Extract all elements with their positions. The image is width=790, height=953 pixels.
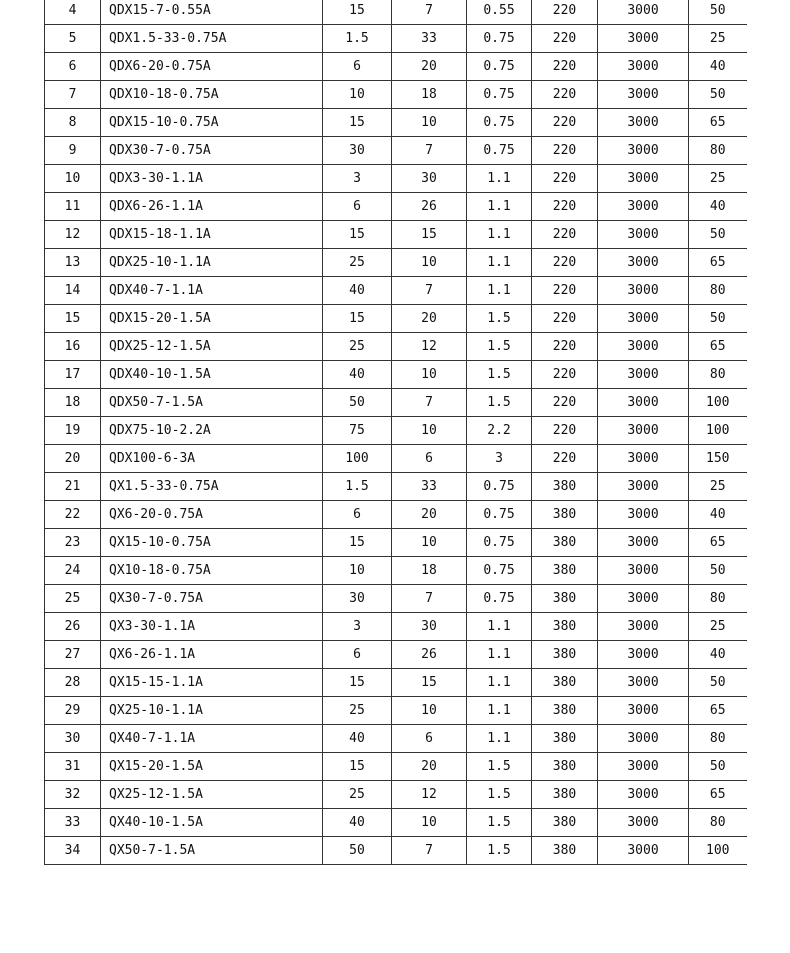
model-cell: QDX30-7-0.75A <box>101 137 323 165</box>
row-index-cell: 12 <box>45 221 101 249</box>
head-cell: 20 <box>392 305 467 333</box>
row-index-cell: 30 <box>45 725 101 753</box>
pipe-diameter-cell: 40 <box>689 641 747 669</box>
head-cell: 30 <box>392 165 467 193</box>
speed-cell: 3000 <box>598 697 689 725</box>
voltage-cell: 220 <box>532 221 598 249</box>
speed-cell: 3000 <box>598 529 689 557</box>
row-index-cell: 4 <box>45 0 101 25</box>
head-cell: 30 <box>392 613 467 641</box>
speed-cell: 3000 <box>598 753 689 781</box>
power-cell: 0.75 <box>467 81 532 109</box>
row-index-cell: 24 <box>45 557 101 585</box>
flow-cell: 30 <box>323 585 392 613</box>
table-row <box>45 165 747 193</box>
model-cell: QDX6-20-0.75A <box>101 53 323 81</box>
flow-cell: 15 <box>323 669 392 697</box>
voltage-cell: 380 <box>532 529 598 557</box>
head-cell: 10 <box>392 417 467 445</box>
flow-cell: 10 <box>323 81 392 109</box>
row-index-cell: 14 <box>45 277 101 305</box>
model-cell: QX50-7-1.5A <box>101 837 323 865</box>
model-cell: QDX75-10-2.2A <box>101 417 323 445</box>
row-index-cell: 18 <box>45 389 101 417</box>
voltage-cell: 380 <box>532 557 598 585</box>
model-cell: QDX15-7-0.55A <box>101 0 323 25</box>
pipe-diameter-cell: 50 <box>689 669 747 697</box>
power-cell: 0.75 <box>467 109 532 137</box>
model-cell: QDX10-18-0.75A <box>101 81 323 109</box>
row-index-cell: 17 <box>45 361 101 389</box>
flow-cell: 25 <box>323 697 392 725</box>
voltage-cell: 220 <box>532 417 598 445</box>
flow-cell: 40 <box>323 725 392 753</box>
pipe-diameter-cell: 65 <box>689 249 747 277</box>
model-cell: QX25-10-1.1A <box>101 697 323 725</box>
pipe-diameter-cell: 65 <box>689 333 747 361</box>
speed-cell: 3000 <box>598 473 689 501</box>
pipe-diameter-cell: 50 <box>689 557 747 585</box>
table-row <box>45 529 747 557</box>
head-cell: 10 <box>392 361 467 389</box>
voltage-cell: 220 <box>532 249 598 277</box>
speed-cell: 3000 <box>598 165 689 193</box>
pump-spec-table-body <box>45 0 747 865</box>
flow-cell: 3 <box>323 165 392 193</box>
voltage-cell: 220 <box>532 81 598 109</box>
pipe-diameter-cell: 80 <box>689 725 747 753</box>
power-cell: 3 <box>467 445 532 473</box>
flow-cell: 15 <box>323 109 392 137</box>
power-cell: 1.1 <box>467 697 532 725</box>
head-cell: 15 <box>392 669 467 697</box>
row-index-cell: 27 <box>45 641 101 669</box>
voltage-cell: 220 <box>532 333 598 361</box>
speed-cell: 3000 <box>598 333 689 361</box>
speed-cell: 3000 <box>598 585 689 613</box>
speed-cell: 3000 <box>598 809 689 837</box>
table-row <box>45 0 747 25</box>
model-cell: QDX15-20-1.5A <box>101 305 323 333</box>
pipe-diameter-cell: 80 <box>689 361 747 389</box>
row-index-cell: 22 <box>45 501 101 529</box>
model-cell: QX40-10-1.5A <box>101 809 323 837</box>
voltage-cell: 380 <box>532 613 598 641</box>
row-index-cell: 8 <box>45 109 101 137</box>
table-row <box>45 277 747 305</box>
model-cell: QX25-12-1.5A <box>101 781 323 809</box>
flow-cell: 6 <box>323 641 392 669</box>
speed-cell: 3000 <box>598 669 689 697</box>
model-cell: QDX25-12-1.5A <box>101 333 323 361</box>
voltage-cell: 380 <box>532 781 598 809</box>
speed-cell: 3000 <box>598 781 689 809</box>
pipe-diameter-cell: 150 <box>689 445 747 473</box>
power-cell: 1.1 <box>467 613 532 641</box>
power-cell: 2.2 <box>467 417 532 445</box>
head-cell: 6 <box>392 445 467 473</box>
table-row <box>45 613 747 641</box>
voltage-cell: 380 <box>532 473 598 501</box>
table-row <box>45 669 747 697</box>
flow-cell: 25 <box>323 249 392 277</box>
table-row <box>45 53 747 81</box>
pipe-diameter-cell: 25 <box>689 25 747 53</box>
power-cell: 1.1 <box>467 249 532 277</box>
table-row <box>45 389 747 417</box>
speed-cell: 3000 <box>598 81 689 109</box>
table-row <box>45 137 747 165</box>
head-cell: 20 <box>392 753 467 781</box>
table-row <box>45 557 747 585</box>
power-cell: 0.75 <box>467 25 532 53</box>
voltage-cell: 380 <box>532 725 598 753</box>
voltage-cell: 380 <box>532 585 598 613</box>
row-index-cell: 16 <box>45 333 101 361</box>
pipe-diameter-cell: 50 <box>689 753 747 781</box>
speed-cell: 3000 <box>598 501 689 529</box>
power-cell: 1.5 <box>467 781 532 809</box>
voltage-cell: 380 <box>532 669 598 697</box>
power-cell: 1.5 <box>467 837 532 865</box>
voltage-cell: 380 <box>532 809 598 837</box>
table-row <box>45 725 747 753</box>
model-cell: QDX1.5-33-0.75A <box>101 25 323 53</box>
table-row <box>45 445 747 473</box>
head-cell: 6 <box>392 725 467 753</box>
row-index-cell: 26 <box>45 613 101 641</box>
head-cell: 26 <box>392 193 467 221</box>
head-cell: 10 <box>392 249 467 277</box>
voltage-cell: 220 <box>532 361 598 389</box>
flow-cell: 6 <box>323 193 392 221</box>
voltage-cell: 380 <box>532 837 598 865</box>
row-index-cell: 32 <box>45 781 101 809</box>
speed-cell: 3000 <box>598 221 689 249</box>
table-row <box>45 81 747 109</box>
pipe-diameter-cell: 65 <box>689 109 747 137</box>
head-cell: 7 <box>392 837 467 865</box>
power-cell: 1.5 <box>467 809 532 837</box>
power-cell: 1.5 <box>467 305 532 333</box>
power-cell: 1.1 <box>467 669 532 697</box>
speed-cell: 3000 <box>598 25 689 53</box>
power-cell: 1.1 <box>467 277 532 305</box>
flow-cell: 15 <box>323 0 392 25</box>
pipe-diameter-cell: 25 <box>689 613 747 641</box>
speed-cell: 3000 <box>598 53 689 81</box>
power-cell: 1.1 <box>467 221 532 249</box>
head-cell: 20 <box>392 501 467 529</box>
power-cell: 0.75 <box>467 585 532 613</box>
pipe-diameter-cell: 50 <box>689 305 747 333</box>
flow-cell: 15 <box>323 753 392 781</box>
speed-cell: 3000 <box>598 641 689 669</box>
flow-cell: 25 <box>323 333 392 361</box>
row-index-cell: 10 <box>45 165 101 193</box>
speed-cell: 3000 <box>598 445 689 473</box>
model-cell: QX1.5-33-0.75A <box>101 473 323 501</box>
pipe-diameter-cell: 80 <box>689 809 747 837</box>
pipe-diameter-cell: 65 <box>689 697 747 725</box>
pipe-diameter-cell: 50 <box>689 0 747 25</box>
head-cell: 15 <box>392 221 467 249</box>
speed-cell: 3000 <box>598 137 689 165</box>
table-row <box>45 753 747 781</box>
voltage-cell: 380 <box>532 501 598 529</box>
flow-cell: 25 <box>323 781 392 809</box>
speed-cell: 3000 <box>598 837 689 865</box>
power-cell: 0.75 <box>467 137 532 165</box>
voltage-cell: 380 <box>532 697 598 725</box>
table-row <box>45 249 747 277</box>
head-cell: 7 <box>392 277 467 305</box>
voltage-cell: 220 <box>532 445 598 473</box>
pipe-diameter-cell: 80 <box>689 585 747 613</box>
flow-cell: 15 <box>323 221 392 249</box>
speed-cell: 3000 <box>598 361 689 389</box>
head-cell: 26 <box>392 641 467 669</box>
pipe-diameter-cell: 100 <box>689 837 747 865</box>
model-cell: QDX15-10-0.75A <box>101 109 323 137</box>
table-row <box>45 781 747 809</box>
power-cell: 1.5 <box>467 333 532 361</box>
head-cell: 7 <box>392 137 467 165</box>
flow-cell: 30 <box>323 137 392 165</box>
flow-cell: 15 <box>323 529 392 557</box>
voltage-cell: 220 <box>532 109 598 137</box>
speed-cell: 3000 <box>598 613 689 641</box>
power-cell: 1.1 <box>467 725 532 753</box>
model-cell: QX6-26-1.1A <box>101 641 323 669</box>
pipe-diameter-cell: 65 <box>689 529 747 557</box>
model-cell: QX40-7-1.1A <box>101 725 323 753</box>
row-index-cell: 28 <box>45 669 101 697</box>
model-cell: QX30-7-0.75A <box>101 585 323 613</box>
flow-cell: 3 <box>323 613 392 641</box>
speed-cell: 3000 <box>598 417 689 445</box>
head-cell: 33 <box>392 473 467 501</box>
model-cell: QX15-15-1.1A <box>101 669 323 697</box>
voltage-cell: 220 <box>532 0 598 25</box>
row-index-cell: 11 <box>45 193 101 221</box>
table-row <box>45 25 747 53</box>
head-cell: 12 <box>392 781 467 809</box>
flow-cell: 15 <box>323 305 392 333</box>
pump-spec-table <box>44 0 747 865</box>
row-index-cell: 15 <box>45 305 101 333</box>
table-row <box>45 501 747 529</box>
table-row <box>45 473 747 501</box>
table-row <box>45 221 747 249</box>
speed-cell: 3000 <box>598 109 689 137</box>
table-row <box>45 809 747 837</box>
row-index-cell: 31 <box>45 753 101 781</box>
head-cell: 18 <box>392 81 467 109</box>
table-row <box>45 585 747 613</box>
row-index-cell: 5 <box>45 25 101 53</box>
power-cell: 0.75 <box>467 557 532 585</box>
pipe-diameter-cell: 40 <box>689 193 747 221</box>
row-index-cell: 13 <box>45 249 101 277</box>
speed-cell: 3000 <box>598 249 689 277</box>
power-cell: 0.75 <box>467 473 532 501</box>
head-cell: 12 <box>392 333 467 361</box>
pipe-diameter-cell: 100 <box>689 417 747 445</box>
flow-cell: 75 <box>323 417 392 445</box>
speed-cell: 3000 <box>598 305 689 333</box>
head-cell: 33 <box>392 25 467 53</box>
table-row <box>45 837 747 865</box>
flow-cell: 50 <box>323 389 392 417</box>
model-cell: QX6-20-0.75A <box>101 501 323 529</box>
model-cell: QX3-30-1.1A <box>101 613 323 641</box>
power-cell: 0.55 <box>467 0 532 25</box>
table-row <box>45 641 747 669</box>
pipe-diameter-cell: 50 <box>689 221 747 249</box>
table-row <box>45 193 747 221</box>
table-row <box>45 333 747 361</box>
row-index-cell: 23 <box>45 529 101 557</box>
head-cell: 7 <box>392 389 467 417</box>
row-index-cell: 33 <box>45 809 101 837</box>
voltage-cell: 220 <box>532 277 598 305</box>
voltage-cell: 380 <box>532 753 598 781</box>
model-cell: QX15-10-0.75A <box>101 529 323 557</box>
pipe-diameter-cell: 80 <box>689 137 747 165</box>
model-cell: QDX15-18-1.1A <box>101 221 323 249</box>
head-cell: 7 <box>392 585 467 613</box>
power-cell: 1.5 <box>467 753 532 781</box>
pipe-diameter-cell: 25 <box>689 473 747 501</box>
table-row <box>45 417 747 445</box>
voltage-cell: 220 <box>532 389 598 417</box>
table-row <box>45 697 747 725</box>
speed-cell: 3000 <box>598 725 689 753</box>
power-cell: 1.1 <box>467 193 532 221</box>
flow-cell: 40 <box>323 277 392 305</box>
head-cell: 10 <box>392 109 467 137</box>
row-index-cell: 9 <box>45 137 101 165</box>
model-cell: QDX50-7-1.5A <box>101 389 323 417</box>
power-cell: 1.1 <box>467 641 532 669</box>
model-cell: QX15-20-1.5A <box>101 753 323 781</box>
head-cell: 10 <box>392 697 467 725</box>
row-index-cell: 29 <box>45 697 101 725</box>
model-cell: QDX25-10-1.1A <box>101 249 323 277</box>
speed-cell: 3000 <box>598 277 689 305</box>
head-cell: 10 <box>392 529 467 557</box>
model-cell: QDX40-10-1.5A <box>101 361 323 389</box>
head-cell: 7 <box>392 0 467 25</box>
row-index-cell: 34 <box>45 837 101 865</box>
speed-cell: 3000 <box>598 389 689 417</box>
head-cell: 18 <box>392 557 467 585</box>
voltage-cell: 220 <box>532 193 598 221</box>
head-cell: 10 <box>392 809 467 837</box>
row-index-cell: 20 <box>45 445 101 473</box>
flow-cell: 1.5 <box>323 25 392 53</box>
pipe-diameter-cell: 65 <box>689 781 747 809</box>
table-row <box>45 361 747 389</box>
flow-cell: 6 <box>323 53 392 81</box>
model-cell: QDX100-6-3A <box>101 445 323 473</box>
flow-cell: 6 <box>323 501 392 529</box>
pipe-diameter-cell: 40 <box>689 53 747 81</box>
speed-cell: 3000 <box>598 0 689 25</box>
speed-cell: 3000 <box>598 557 689 585</box>
model-cell: QX10-18-0.75A <box>101 557 323 585</box>
pipe-diameter-cell: 80 <box>689 277 747 305</box>
row-index-cell: 19 <box>45 417 101 445</box>
voltage-cell: 220 <box>532 137 598 165</box>
power-cell: 0.75 <box>467 53 532 81</box>
voltage-cell: 380 <box>532 641 598 669</box>
power-cell: 1.5 <box>467 361 532 389</box>
voltage-cell: 220 <box>532 305 598 333</box>
row-index-cell: 6 <box>45 53 101 81</box>
flow-cell: 100 <box>323 445 392 473</box>
flow-cell: 1.5 <box>323 473 392 501</box>
pipe-diameter-cell: 100 <box>689 389 747 417</box>
model-cell: QDX6-26-1.1A <box>101 193 323 221</box>
power-cell: 1.5 <box>467 389 532 417</box>
power-cell: 0.75 <box>467 501 532 529</box>
table-row <box>45 109 747 137</box>
row-index-cell: 21 <box>45 473 101 501</box>
voltage-cell: 220 <box>532 25 598 53</box>
voltage-cell: 220 <box>532 165 598 193</box>
flow-cell: 40 <box>323 809 392 837</box>
table-row <box>45 305 747 333</box>
pipe-diameter-cell: 40 <box>689 501 747 529</box>
power-cell: 1.1 <box>467 165 532 193</box>
flow-cell: 10 <box>323 557 392 585</box>
pipe-diameter-cell: 50 <box>689 81 747 109</box>
head-cell: 20 <box>392 53 467 81</box>
model-cell: QDX3-30-1.1A <box>101 165 323 193</box>
voltage-cell: 220 <box>532 53 598 81</box>
flow-cell: 50 <box>323 837 392 865</box>
row-index-cell: 25 <box>45 585 101 613</box>
power-cell: 0.75 <box>467 529 532 557</box>
speed-cell: 3000 <box>598 193 689 221</box>
row-index-cell: 7 <box>45 81 101 109</box>
model-cell: QDX40-7-1.1A <box>101 277 323 305</box>
pipe-diameter-cell: 25 <box>689 165 747 193</box>
flow-cell: 40 <box>323 361 392 389</box>
